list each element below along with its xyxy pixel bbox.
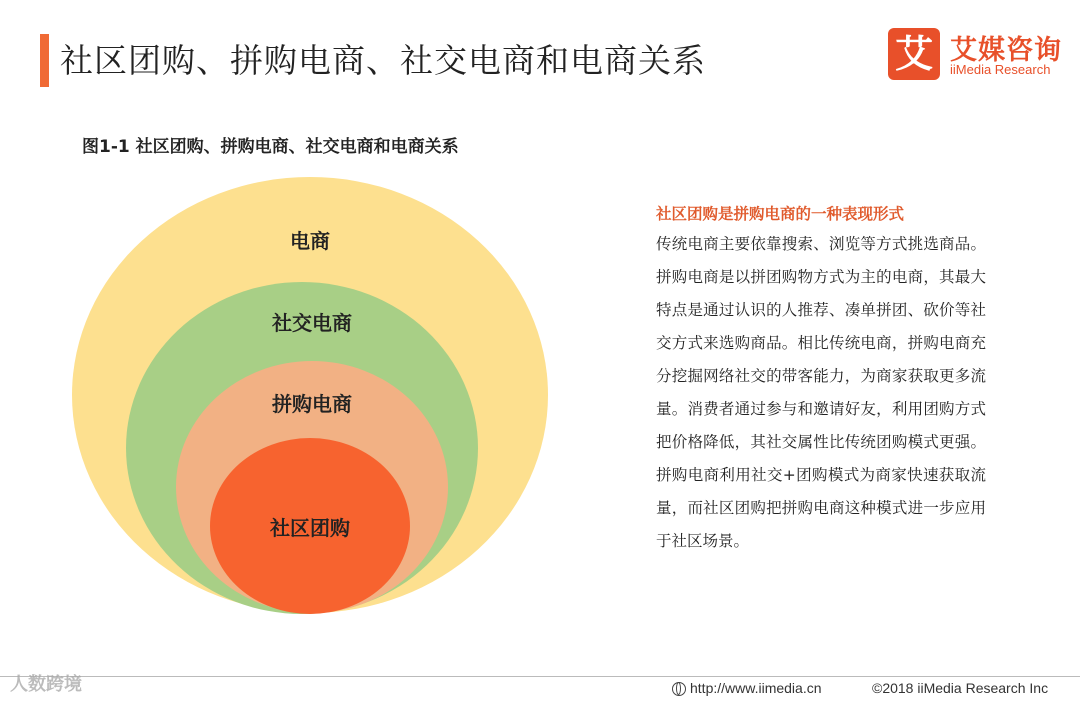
logo-name-cn: 艾媒咨询 [950,35,1062,66]
page-title: 社区团购、拼购电商、社交电商和电商关系 [60,41,706,80]
ring-label-group-buy-ecommerce: 拼购电商 [272,392,352,416]
footer-url-text[interactable]: http://www.iimedia.cn [690,680,822,696]
ring-label-ecommerce: 电商 [290,229,330,253]
footer-url[interactable] [672,680,822,696]
ring-label-social-ecommerce: 社交电商 [272,311,352,335]
watermark: 人数跨境 [10,674,82,695]
description-panel [656,200,986,558]
figure-caption: 图1-1 社区团购、拼购电商、社交电商和电商关系 [82,137,459,157]
logo-mark-icon: 艾 [888,28,940,80]
description-heading: 社区团购是拼购电商的一种表现形式 [656,205,905,223]
footer-copyright: ©2018 iiMedia Research Inc [872,680,1049,696]
logo-name-en: iiMedia Research [950,62,1051,77]
ring-label-community-group-buy: 社区团购 [270,516,350,540]
description-body: 传统电商主要依靠搜索、浏览等方式挑选商品。拼购电商是以拼团购物方式为主的电商，其最大特点是通过认识的人推荐、凑单拼团、砍价等社交方式来选购商品。相比传统电商，拼购电商充分挖掘网络社交的带客能力，为商家获取更多流量。消费者通过参与和邀请好友，利用团购方式把价格降低，其社交属性比传统团购模式更强。拼购电商利用社交+团购模式为商家快速获取流量，而社区团购把拼购电商这种模式进一步应用于社区场景。 [656,235,986,550]
footer-divider [0,676,1080,677]
globe-icon [672,682,686,696]
